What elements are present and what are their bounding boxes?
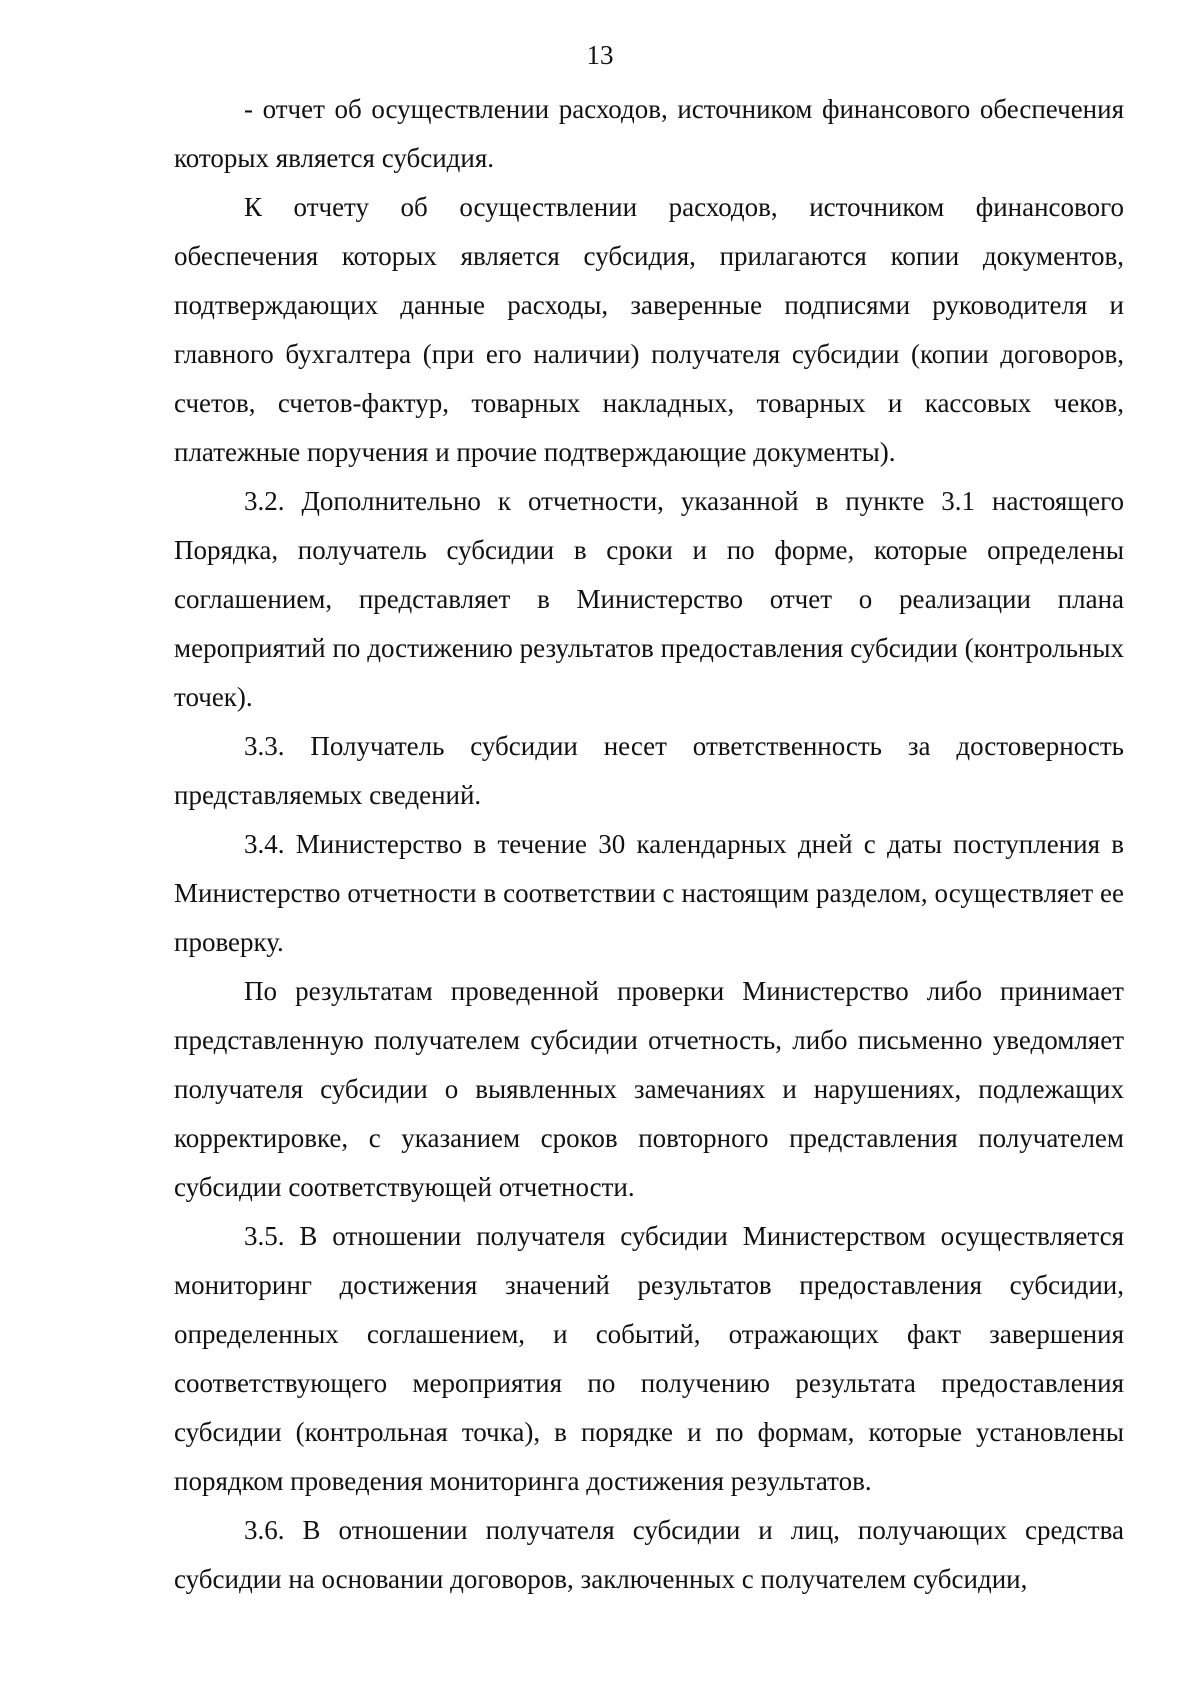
paragraph-3-2: 3.2. Дополнительно к отчетности, указанной в пункте 3.1 настоящего Порядка, получатель субсидии в сроки и по форме, которые определены соглашением, представляет в Министерство отчет о реализации плана мероприятий по достижению результатов предоставления субсидии (контрольных точек). (174, 486, 1124, 712)
paragraph-3-4: 3.4. Министерство в течение 30 календарных дней с даты поступления в Министерство отчетности в соответствии с настоящим разделом, осуществляет ее проверку. (174, 829, 1124, 957)
paragraph-report-attachments: К отчету об осуществлении расходов, источником финансового обеспечения которых является субсидия, прилагаются копии документов, подтверждающих данные расходы, заверенные подписями руководителя и главного бухгалтера (при его наличии) получателя субсидии (копии договоров, счетов, счетов-фактур, товарных накладных, товарных и кассовых чеков, платежные поручения и прочие подтверждающие документы). (174, 192, 1124, 467)
paragraph-verification-result: По результатам проведенной проверки Министерство либо принимает представленную получателем субсидии отчетность, либо письменно уведомляет получателя субсидии о выявленных замечаниях и нарушениях, подлежащих корректировке, с указанием сроков повторного представления получателем субсидии соответствующей отчетности. (174, 976, 1124, 1202)
document-body (174, 85, 1124, 1604)
paragraph-report-item: - отчет об осуществлении расходов, источником финансового обеспечения которых является субсидия. (174, 94, 1124, 173)
paragraph-3-3: 3.3. Получатель субсидии несет ответственность за достоверность представляемых сведений. (174, 731, 1124, 810)
paragraph-3-5: 3.5. В отношении получателя субсидии Министерством осуществляется мониторинг достижения значений результатов предоставления субсидии, определенных соглашением, и событий, отражающих факт завершения соответствующего мероприятия по получению результата предоставления субсидии (контрольная точка), в порядке и по формам, которые установлены порядком проведения мониторинга достижения результатов. (174, 1221, 1124, 1496)
paragraph-3-6: 3.6. В отношении получателя субсидии и лиц, получающих средства субсидии на основании договоров, заключенных с получателем субсидии, (174, 1515, 1124, 1594)
page-number: 13 (586, 40, 614, 70)
